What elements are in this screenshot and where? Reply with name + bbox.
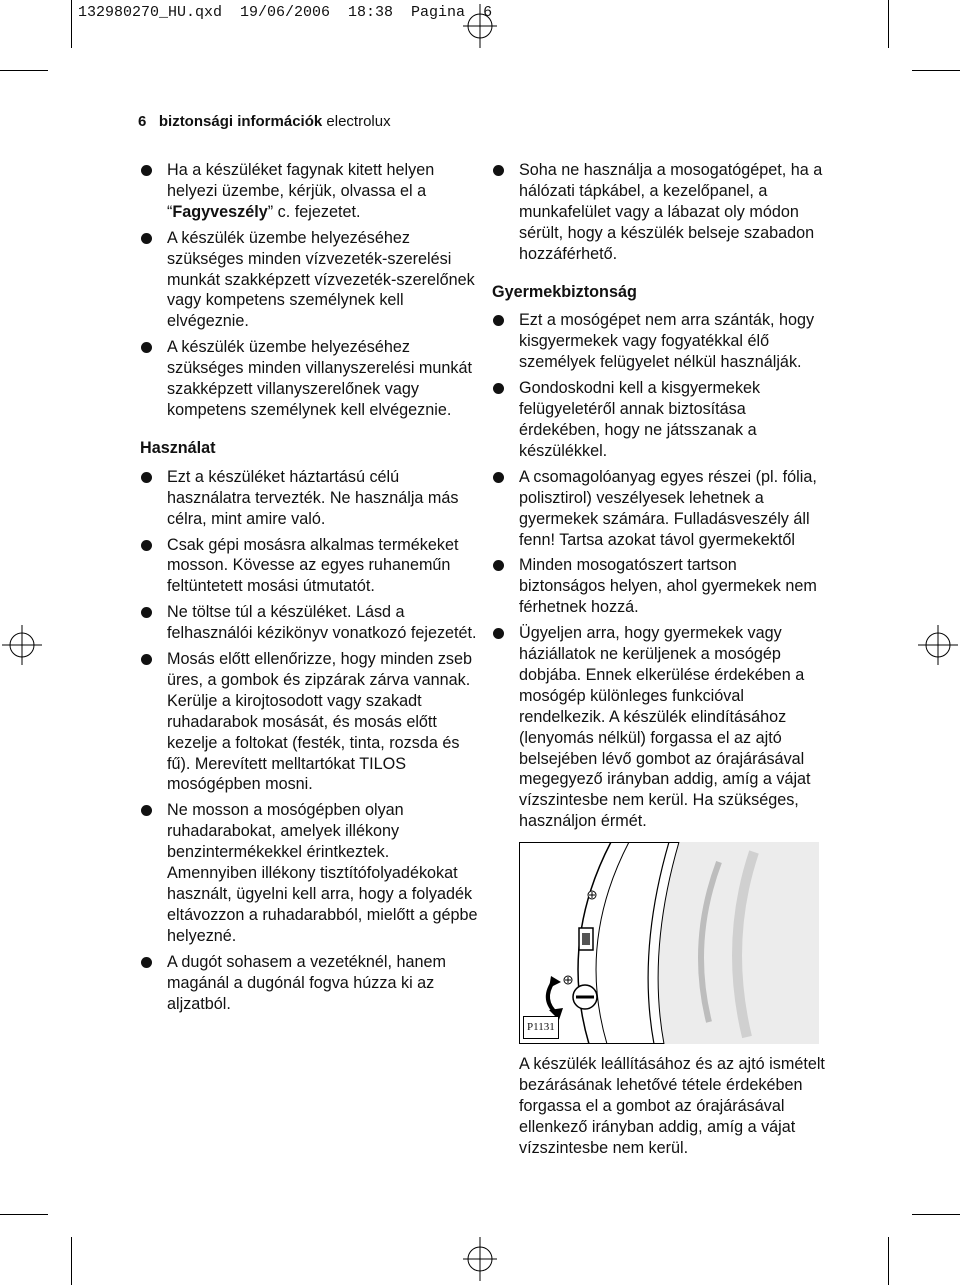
crop-mark-top-right-v <box>888 0 889 48</box>
list-item: Ezt a készüléket háztartású célú használatra tervezték. Ne használja más célra, mint amire való. <box>140 467 480 530</box>
list-item: A csomagolóanyag egyes részei (pl. fólia, polisztirol) veszélyesek lehetnek a gyermekek számára. Fulladásveszély áll fenn! Tartsa azokat távol gyermekektől <box>492 467 827 551</box>
list-item: Ügyeljen arra, hogy gyermekek vagy háziállatok ne kerüljenek a mosógép dobjába. Ennek elkerülése érdekében a mosógép különleges funkcióval rendelkezik. A készülék elindításához (lenyomás nélkül) forgassa el az ajtó belsejében lévő gombot az órajárásával megegyező irányban addig, amíg a vájat vízszintesbe nem kerül. Ha szükséges, használjon érmét. <box>492 623 827 832</box>
crop-mark-top-left-v <box>71 0 72 48</box>
page-number: 6 <box>138 113 147 130</box>
child-safety-bullet-list <box>492 310 827 832</box>
right-column <box>492 160 827 1159</box>
door-knob-drawing <box>519 842 819 1044</box>
registration-mark-bottom <box>463 1237 497 1281</box>
brand-name: electrolux <box>326 113 391 130</box>
figure-label <box>523 1016 559 1039</box>
section-title: biztonsági információk <box>158 113 323 130</box>
list-item: Ezt a mosógépet nem arra szánták, hogy kisgyermekek vagy fogyatékkal élő személyek felügyelet nélkül használják. <box>492 310 827 373</box>
crop-mark-bottom-left-h <box>0 1214 48 1215</box>
crop-mark-top-left-h <box>0 70 48 71</box>
list-item: Soha ne használja a mosogatógépet, ha a hálózati tápkábel, a kezelőpanel, a munkafelület vagy a lábazat oly módon sérült, hogy a készülék belseje szabadon hozzáférhető. <box>492 160 827 265</box>
crop-mark-bottom-left-v <box>71 1237 72 1285</box>
list-item: Mosás előtt ellenőrizze, hogy minden zseb üres, a gombok és zipzárak zárva vannak. Kerülje a kirojtosodott vagy szakadt ruhadarabok mosását, és mosás előtt kezelje a foltokat (festék, tinta, rozsda és fű). Merevített melltartókat TILOS mosógépben mosni. <box>140 649 480 795</box>
list-item: A dugót sohasem a vezetéknél, hanem magánál a dugónál fogva húzza ki az aljzatból. <box>140 952 480 1015</box>
print-slug: 132980270_HU.qxd 19/06/2006 18:38 Pagina 6 <box>78 4 493 21</box>
bullet-bold-term: Fagyveszély <box>172 202 268 221</box>
door-knob-illustration <box>519 842 819 1044</box>
damage-bullet-list <box>492 160 827 265</box>
registration-mark-left <box>2 625 42 665</box>
list-item: Ne töltse túl a készüléket. Lásd a felhasználói kézikönyv vonatkozó fejezetét. <box>140 602 480 644</box>
list-item: Gondoskodni kell a kisgyermekek felügyeletéről annak biztosítása érdekében, hogy ne játsszanak a készülékkel. <box>492 378 827 462</box>
crop-mark-bottom-right-h <box>912 1214 960 1215</box>
intro-bullet-list <box>140 160 480 421</box>
usage-bullet-list <box>140 467 480 1015</box>
running-header <box>138 113 391 130</box>
crop-mark-bottom-right-v <box>888 1237 889 1285</box>
registration-mark-right <box>918 625 958 665</box>
left-column <box>140 160 480 1019</box>
list-item: A készülék üzembe helyezéséhez szükséges minden vízvezeték-szerelési munkát szakképzett vízvezeték-szerelőnek vagy kompetens személynek kell elvégeznie. <box>140 228 480 333</box>
usage-heading: Használat <box>140 438 216 457</box>
list-item <box>140 160 480 223</box>
bullet-text: Ha a készüléket fagynak kitett helyen helyezi üzembe, kérjük, olvassa el a “ <box>167 161 435 221</box>
list-item: Minden mosogatószert tartson biztonságos helyen, ahol gyermekek nem férhetnek hozzá. <box>492 555 827 618</box>
child-safety-heading: Gyermekbiztonság <box>492 282 637 301</box>
figure-label-text: P1131 <box>527 1021 555 1034</box>
list-item: A készülék üzembe helyezéséhez szükséges minden villanyszerelési munkát szakképzett villanyszerelőnek vagy kompetens személynek kell elvégeznie. <box>140 337 480 421</box>
figure-caption-text: A készülék leállításához és az ajtó ismételt bezárásának lehetővé tétele érdekében forgassa el a gombot az órajárásával ellenkező irányban addig, amíg a vájat vízszintesbe nem kerül. <box>519 1055 825 1157</box>
list-item: Ne mosson a mosógépben olyan ruhadarabokat, amelyek illékony benzintermékekkel érintkeztek. Amennyiben illékony tisztítófolyadékokat használt, ügyelni kell arra, hogy a folyadék eltávozzon a ruhadarabból, mielőtt a gépbe helyezné. <box>140 800 480 946</box>
crop-mark-top-right-h <box>912 70 960 71</box>
list-item: Csak gépi mosásra alkalmas termékeket mosson. Kövesse az egyes ruhaneműn feltüntetett mosási útmutatót. <box>140 535 480 598</box>
registration-mark-top <box>463 4 497 48</box>
bullet-text: ” c. fejezetet. <box>267 202 361 221</box>
